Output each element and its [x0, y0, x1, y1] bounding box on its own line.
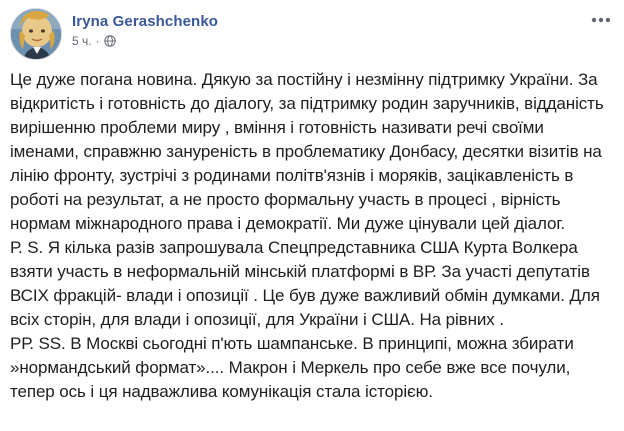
- post-paragraph: Це дуже погана новина. Дякую за постійну і незмінну підтримку України. За відкритість і готовність до діалогу, за підтримку родин заручників, відданість вирішенню проблеми миру , вміння і готовність називати речі своїми іменами, справжню зануреність в проблематику Донбасу, десятки візитів на лінію фронту, зустрічі з родинами політв'язнів і моряків, зацікавленість в роботі на результат, а не просто формальну участь в процесі , вірність нормам міжнародного права і демократії. Ми дуже цінували цей діалог.: [10, 70, 604, 233]
- post-header-text: [72, 8, 218, 48]
- meta-separator: ·: [95, 34, 100, 48]
- globe-icon[interactable]: [104, 35, 116, 47]
- post-header: [0, 0, 624, 60]
- post-menu-button[interactable]: [588, 10, 614, 30]
- post-timestamp[interactable]: 5 ч.: [72, 34, 92, 48]
- avatar-image: [11, 9, 62, 60]
- post-paragraph: РР. SS. В Москві сьогодні п'ють шампанське. В принципі, можна збирати »нормандський формат».... Макрон і Меркель про себе вже все почули, тепер ось і ця надважлива комунікація стала історією.: [10, 334, 574, 401]
- avatar[interactable]: [10, 8, 62, 60]
- post-paragraph: Р. S. Я кілька разів запрошувала Спецпредставника США Курта Волкера взяти участь в неформальній мінській платформі в ВР. За участі депутатів ВСІХ фракцій- влади і опозиції . Це був дуже важливий обмін думками. Для всіх сторін, для влади і опозиції, для України і США. На рівних .: [10, 238, 600, 329]
- author-name[interactable]: Iryna Gerashchenko: [72, 13, 219, 30]
- post-meta: [72, 34, 218, 48]
- ellipsis-icon: [591, 17, 611, 23]
- post-body: [0, 60, 624, 404]
